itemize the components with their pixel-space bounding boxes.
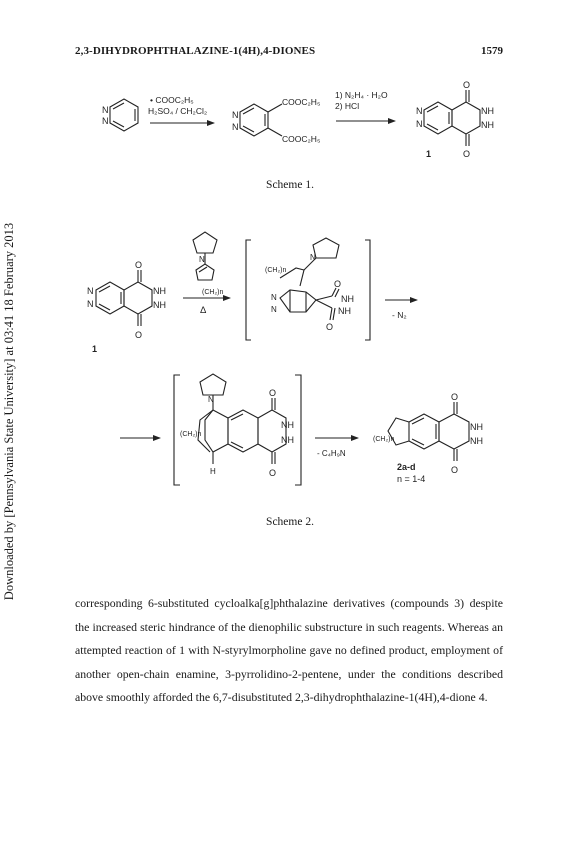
product-nh2: NH	[470, 436, 483, 446]
scheme2-caption: Scheme 2.	[266, 516, 314, 528]
enamine-ring-size: (CH₂)n	[202, 289, 224, 296]
pyrrolidine-loss-arrow	[315, 438, 358, 458]
nitrogen-loss-arrow	[385, 300, 417, 320]
delta-heat: Δ	[200, 305, 207, 316]
s2-compound1-nh1: NH	[153, 286, 166, 296]
dihydro-ring-size: (CH₂)n	[180, 431, 202, 438]
product-ring-size: (CH₂)n	[373, 436, 395, 443]
running-head-title: 2,3-DIHYDROPHTHALAZINE-1(4H),4-DIONES	[75, 45, 316, 57]
product-label: 2a-d	[397, 462, 416, 472]
dihydro-nh1: NH	[281, 420, 294, 430]
product-2a-d	[373, 392, 483, 484]
compound-1-scheme1	[416, 80, 494, 159]
diester-n1: N	[232, 110, 239, 120]
intermediate-bridge-n1: N	[271, 293, 277, 302]
pyridazine-structure	[102, 99, 138, 131]
intermediate-ring-size: (CH₂)n	[265, 267, 287, 274]
s2-compound1-o-top: O	[135, 260, 143, 270]
enamine-reagent	[183, 232, 230, 316]
s2-compound1-n2: N	[87, 299, 94, 309]
scheme1-caption: Scheme 1.	[266, 179, 314, 191]
dihydro-h: H	[210, 467, 216, 476]
compound1-o-bottom: O	[463, 149, 471, 159]
intermediate-nh1: NH	[341, 294, 354, 304]
reagent-hydrazine: 1) N₂H₄ · H₂O	[335, 90, 388, 100]
intermediate-o-bottom: O	[326, 322, 334, 332]
diester-bottom-group: COOC₂H₅	[282, 134, 321, 144]
pyridazine-n1: N	[102, 105, 109, 115]
s2-compound1-o-bottom: O	[135, 330, 143, 340]
body-paragraph: corresponding 6-substituted cycloalka[g]phthalazine derivatives (compounds 3) despite the increased steric hindrance of the dienophilic substructure in such reagents. Whereas an attempted reaction of 1 with N-styrylmorpholine gave no defined product, employment of another open-chain enamine, 3-pyrrolidino-2-pentene, under the conditions described above smoothly afforded the 6,7-disubstituted 2,3-dihydrophthalazine-1(4H),4-dione 4.	[75, 596, 503, 704]
compound1-nh1: NH	[481, 106, 494, 116]
reagent-ester: • COOC₂H₅	[150, 95, 194, 105]
product-n-range: n = 1-4	[397, 474, 426, 484]
intermediate-bridge-n2: N	[271, 305, 277, 314]
product-nh1: NH	[470, 422, 483, 432]
diester-top-group: COOC₂H₅	[282, 97, 321, 107]
dihydro-intermediate	[174, 374, 301, 485]
dihydro-o-top: O	[269, 388, 277, 398]
page-number: 1579	[481, 45, 503, 57]
dihydro-n: N	[208, 395, 214, 404]
pyridazine-n2: N	[102, 116, 109, 126]
download-notice: Downloaded by [Pennsylvania State University] at 03:41 18 February 2013	[2, 222, 17, 600]
dihydro-o-bottom: O	[269, 468, 277, 478]
reaction-arrow-2	[335, 90, 395, 121]
loss-pyrrolidine-label: - C₄H₉N	[317, 449, 346, 458]
enamine-n: N	[199, 255, 205, 264]
diester-pyridazine-structure	[232, 97, 320, 144]
reaction-arrow-1	[148, 95, 214, 123]
body-text	[75, 592, 503, 710]
reagent-hcl: 2) HCl	[335, 101, 360, 111]
diester-n2: N	[232, 122, 239, 132]
product-o-top: O	[451, 392, 459, 402]
cycloadduct-intermediate	[246, 238, 370, 340]
s2-compound1-label: 1	[92, 344, 98, 354]
reagent-acid-solvent: H₂SO₄ / CH₂Cl₂	[148, 106, 208, 116]
s2-compound1-nh2: NH	[153, 300, 166, 310]
product-o-bottom: O	[451, 465, 459, 475]
compound-1-scheme2	[87, 260, 166, 354]
compound1-o-top: O	[463, 80, 471, 90]
compound1-label: 1	[426, 149, 432, 159]
compound1-nh2: NH	[481, 120, 494, 130]
compound1-n2: N	[416, 119, 423, 129]
intermediate-n: N	[310, 253, 316, 262]
compound1-n1: N	[416, 106, 423, 116]
loss-n2-label: - N₂	[392, 310, 407, 320]
intermediate-o-top: O	[334, 279, 342, 289]
intermediate-nh2: NH	[338, 306, 351, 316]
s2-compound1-n1: N	[87, 286, 94, 296]
dihydro-nh2: NH	[281, 435, 294, 445]
